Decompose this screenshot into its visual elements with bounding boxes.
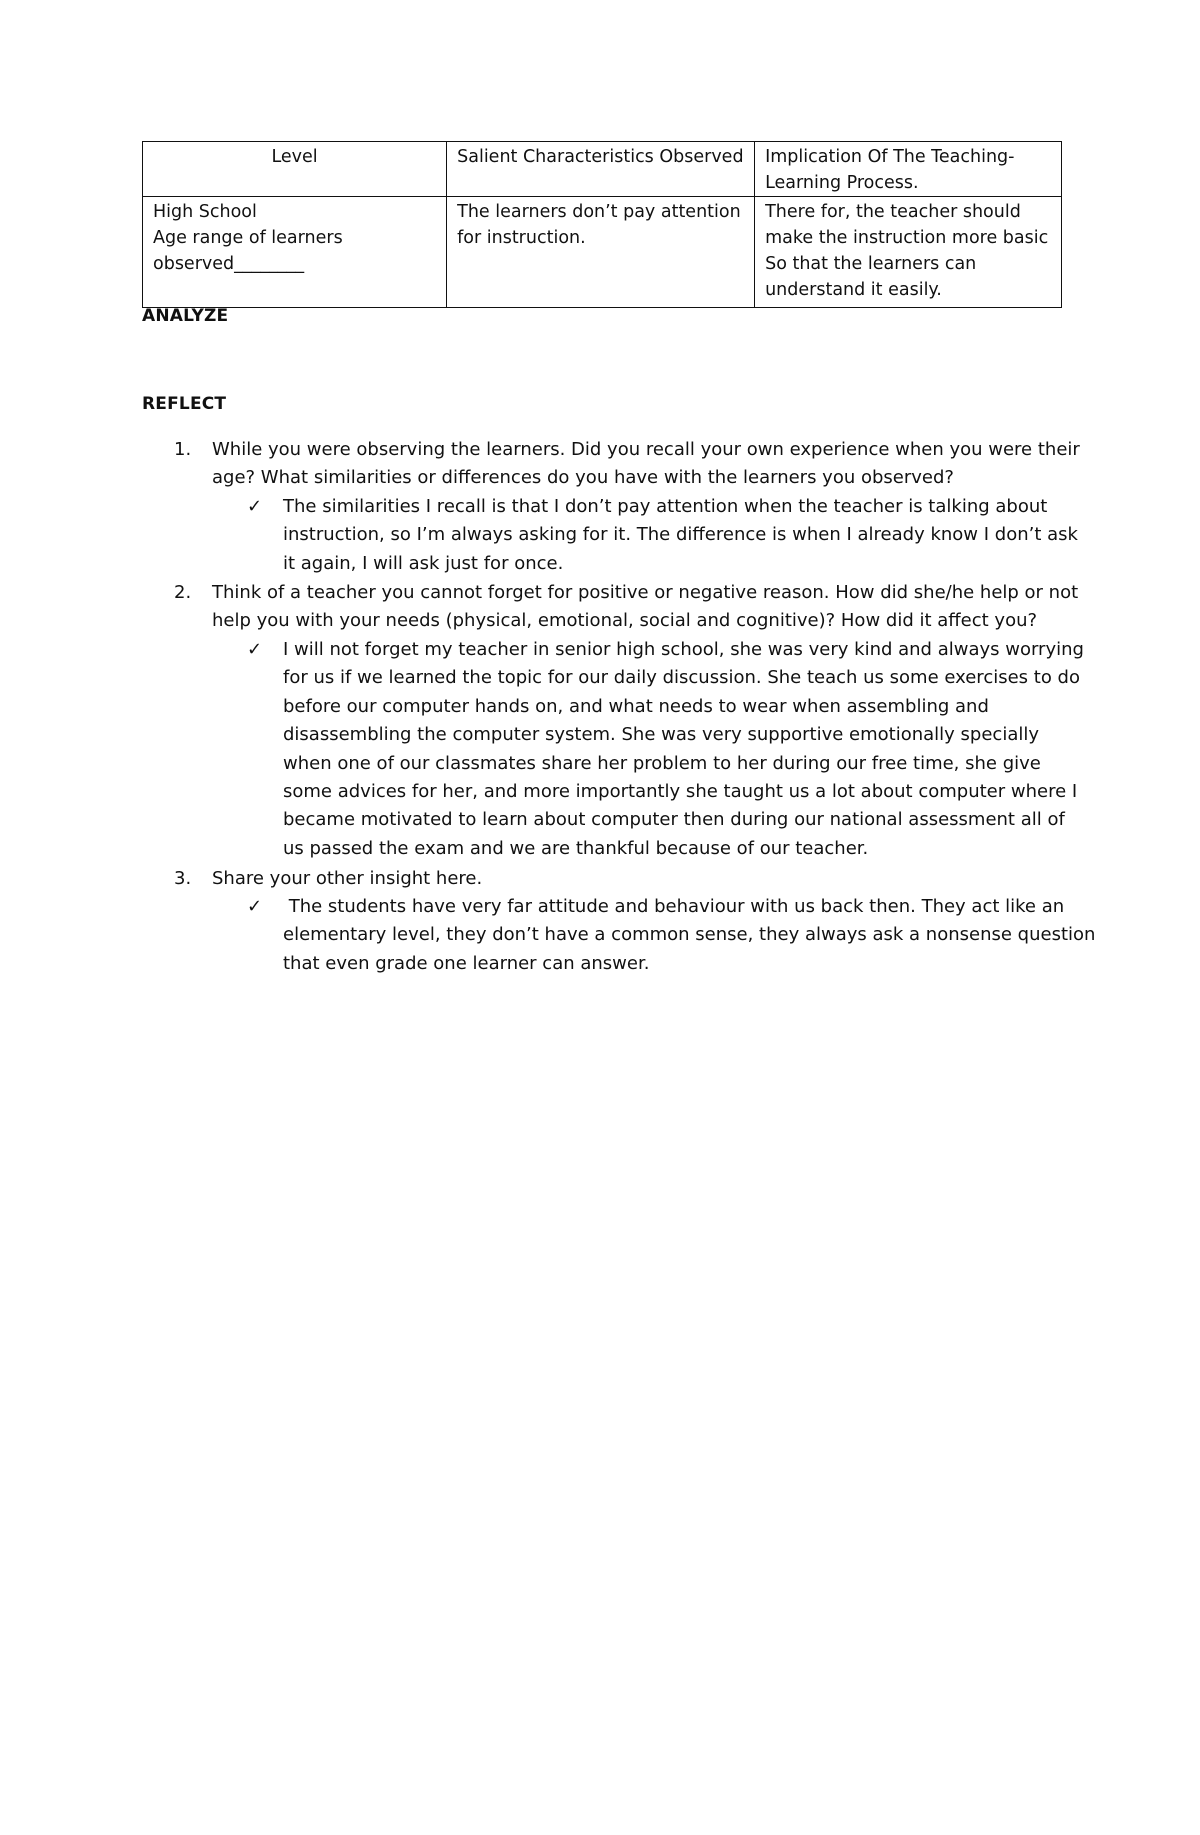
answer-text: The similarities I recall is that I don’t pay attention when the teacher is talking about instruction, so I’m always asking for it. The difference is when I already know I don’t ask it again, I will ask just for once. (283, 496, 1078, 574)
reflect-heading: REFLECT (142, 394, 227, 414)
header-level: Level (143, 142, 447, 197)
header-implication: Implication Of The Teaching- Learning Process. (755, 142, 1062, 197)
question-text: Think of a teacher you cannot forget for positive or negative reason. How did she/he help or not help you with your needs (physical, emotional, social and cognitive)? How did it affect you? (212, 582, 1079, 632)
cell-characteristics: The learners don’t pay attention for instruction. (447, 197, 755, 308)
checkmark-icon: ✓ (247, 639, 263, 660)
question-number: 2. (174, 582, 192, 603)
question-text: Share your other insight here. (212, 868, 483, 889)
answer-text: I will not forget my teacher in senior high school, she was very kind and always worrying for us if we learned the topic for our daily discussion. She teach us some exercises to do before our computer hands on, and what needs to wear when assembling and disassembling the computer system. She was very supportive emotionally specially when one of our classmates share her problem to her during our free time, she give some advices for her, and more importantly she taught us a lot about computer where I became motivated to learn about computer then during our national assessment all of us passed the exam and we are thankful because of our teacher. (283, 639, 1084, 859)
header-characteristics: Salient Characteristics Observed (447, 142, 755, 197)
cell-implication: There for, the teacher should make the instruction more basic So that the learners can understand it easily. (755, 197, 1062, 308)
question-number: 3. (174, 868, 192, 889)
cell-level: High School Age range of learners observed________ (143, 197, 447, 308)
table-row (143, 197, 1062, 308)
question-number: 1. (174, 439, 192, 460)
checkmark-icon: ✓ (247, 896, 263, 917)
answer-text: The students have very far attitude and behaviour with us back then. They act like an elementary level, they don’t have a common sense, they always ask a nonsense question that even grade one learner can answer. (283, 896, 1096, 974)
checkmark-icon: ✓ (247, 496, 263, 517)
analyze-heading: ANALYZE (142, 306, 229, 326)
observation-table (142, 141, 1062, 308)
question-text: While you were observing the learners. Did you recall your own experience when you were their age? What similarities or differences do you have with the learners you observed? (212, 439, 1080, 489)
table-header-row (143, 142, 1062, 197)
